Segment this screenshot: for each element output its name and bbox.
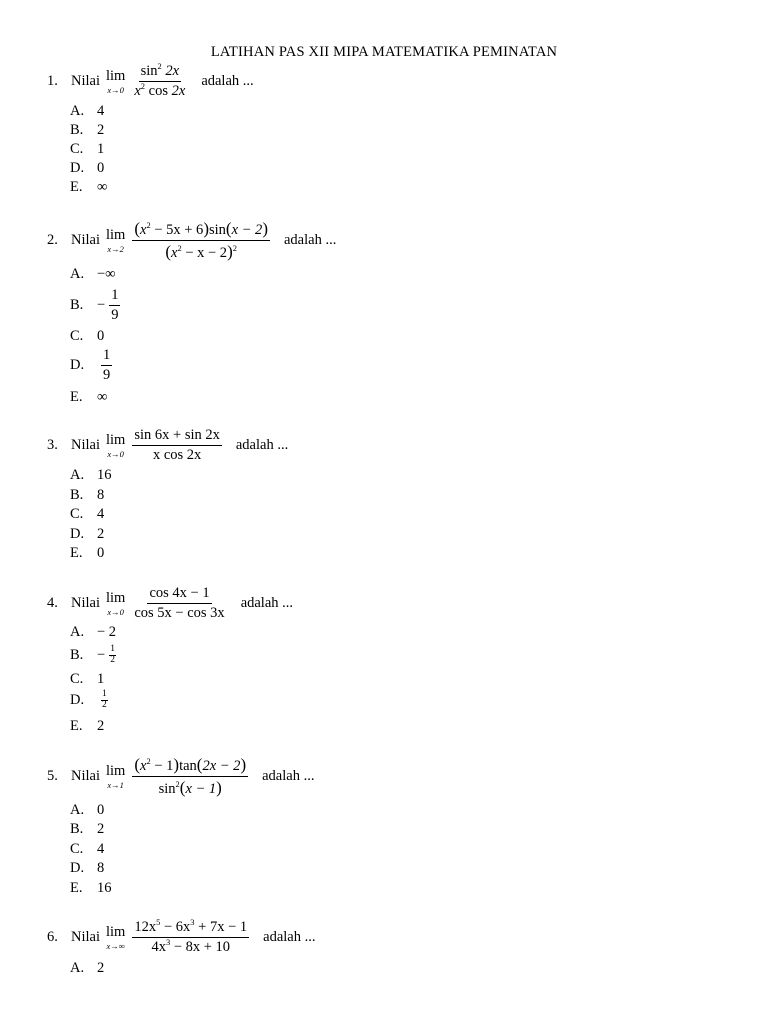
question-6 [47, 917, 316, 956]
option-2d: D. $\frac{1}{9}$ [70, 347, 111, 384]
limit-operator: lim x→1 [106, 763, 126, 790]
question-5 [47, 756, 314, 797]
option-fraction: $\frac{1}{9}$ [103, 347, 111, 384]
option-6a: A. 2 [70, 960, 105, 976]
option-fraction: $\frac{1}{2}$ [102, 689, 107, 710]
limit-operator: lim x→0 [106, 590, 126, 617]
option-5a: A. 0 [70, 802, 105, 818]
option-2c: C. 0 [70, 328, 105, 344]
option-4e: E. 2 [70, 718, 105, 734]
adalah-text: adalah ... [262, 768, 315, 785]
question-number: 4. [47, 595, 58, 612]
fraction-denominator: $4x^3 - 8x + 10$ [151, 937, 231, 956]
option-fraction: $\frac{1}{2}$ [110, 644, 115, 665]
option-5b: B. 2 [70, 821, 105, 837]
adalah-text: adalah ... [201, 73, 254, 90]
question-number: 2. [47, 232, 58, 249]
option-3c: C. 4 [70, 506, 105, 522]
nilai-label: Nilai [71, 595, 100, 612]
option-5c: C. 4 [70, 841, 105, 857]
option-3a: A. 16 [70, 467, 112, 483]
limit-subscript: x→0 [107, 606, 124, 617]
limit-fraction [132, 428, 222, 463]
option-1d: D. 0 [70, 160, 105, 176]
fraction-denominator: $x^2$ cos 2x [134, 81, 186, 100]
option-2e: E. ∞ [70, 389, 108, 405]
nilai-label: Nilai [71, 437, 100, 454]
adalah-text: adalah ... [240, 595, 294, 612]
fraction-numerator: $\sin^2 2x$ [139, 64, 181, 82]
question-1 [47, 61, 254, 100]
fraction-denominator: $\sin^2(x - 1)$ [158, 778, 222, 798]
fraction-numerator: $(x^2 - 5x + 6)\sin(x - 2)$ [132, 220, 270, 241]
question-number: 6. [47, 929, 58, 946]
nilai-label: Nilai [71, 73, 100, 90]
option-5e: E. 16 [70, 880, 112, 896]
limit-subscript: x→2 [107, 243, 124, 254]
option-2a: A. −∞ [70, 266, 116, 282]
option-4a: A. − 2 [70, 624, 117, 640]
question-2 [47, 220, 336, 261]
question-number: 3. [47, 437, 58, 454]
limit-fraction [132, 586, 226, 621]
limit-operator: lim x→0 [106, 432, 126, 459]
limit-subscript: x→0 [107, 84, 124, 95]
fraction-denominator: $(x^2 - x - 2)^2$ [165, 242, 237, 262]
fraction-numerator: sin 6x + sin 2x [132, 428, 222, 446]
page-title: LATIHAN PAS XII MIPA MATEMATIKA PEMINATAN [210, 44, 558, 60]
nilai-label: Nilai [71, 232, 100, 249]
adalah-text: adalah ... [283, 232, 337, 249]
option-1c: C. 1 [70, 141, 105, 157]
fraction-numerator: $12x^5 - 6x^3 + 7x - 1$ [132, 920, 249, 938]
limit-subscript: x→1 [107, 779, 124, 790]
question-4 [47, 586, 293, 621]
limit-fraction [132, 756, 248, 797]
limit-fraction [132, 917, 249, 956]
option-2b: B. − $\frac{1}{9}$ [70, 287, 119, 324]
limit-operator: lim x→0 [106, 68, 126, 95]
question-number: 5. [47, 768, 58, 785]
option-1e: E. ∞ [70, 179, 108, 195]
adalah-text: adalah ... [263, 929, 316, 946]
fraction-numerator: $(x^2 - 1)\tan(2x - 2)$ [132, 756, 248, 777]
option-4d: D. $\frac{1}{2}$ [70, 689, 107, 710]
option-1b: B. 2 [70, 122, 105, 138]
limit-fraction [132, 61, 187, 100]
option-3b: B. 8 [70, 487, 105, 503]
nilai-label: Nilai [71, 929, 100, 946]
option-4c: C. 1 [70, 671, 105, 687]
nilai-label: Nilai [71, 768, 100, 785]
limit-subscript: x→0 [107, 448, 124, 459]
adalah-text: adalah ... [235, 437, 289, 454]
fraction-denominator: cos 5x − cos 3x [134, 605, 225, 622]
option-3e: E. 0 [70, 545, 105, 561]
fraction-denominator: x cos 2x [152, 447, 202, 464]
limit-fraction [132, 220, 270, 261]
option-3d: D. 2 [70, 526, 105, 542]
question-number: 1. [47, 73, 58, 90]
limit-operator: lim x→∞ [106, 924, 126, 951]
option-4b: B. − $\frac{1}{2}$ [70, 644, 115, 665]
fraction-numerator: cos 4x − 1 [147, 586, 211, 604]
option-1a: A. 4 [70, 103, 105, 119]
limit-subscript: x→∞ [106, 940, 125, 951]
option-fraction: $\frac{1}{9}$ [111, 287, 119, 324]
question-3 [47, 428, 288, 463]
option-5d: D. 8 [70, 860, 105, 876]
limit-operator: lim x→2 [106, 227, 126, 254]
